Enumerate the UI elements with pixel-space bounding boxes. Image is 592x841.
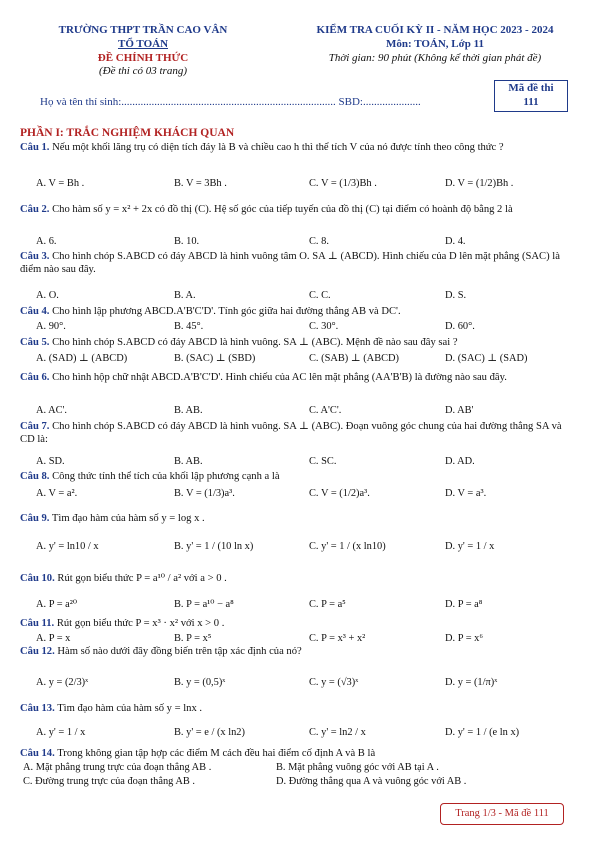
answer-option-b[interactable]: B. (SAC) ⊥ (SBD) (174, 353, 256, 364)
answer-option-b[interactable]: B. 45°. (174, 321, 204, 332)
question-label: Câu 10. (20, 573, 55, 584)
page-count: (Đề thi có 03 trang) (99, 65, 187, 78)
question-text: Rút gọn biểu thức P = a¹⁰ / a² với a > 0 . (57, 573, 227, 584)
answer-option-a[interactable]: A. SD. (36, 456, 65, 467)
answer-option-a[interactable]: A. y' = ln10 / x (36, 541, 99, 552)
answer-option-d[interactable]: D. P = a⁸ (445, 599, 483, 610)
answer-option-c[interactable]: C. y = (√3)ˣ (309, 677, 359, 688)
answer-option-b[interactable]: B. y' = e / (x ln2) (174, 727, 245, 738)
answer-option-b[interactable]: B. P = x⁵ (174, 633, 212, 644)
answer-option-d[interactable]: D. S. (445, 290, 467, 301)
question-text: Cho hình chóp S.ABCD có đáy ABCD là hình vuông. SA ⊥ (ABC). Mệnh đề nào sau đây sai ? (52, 337, 458, 348)
answer-option-c[interactable]: C. y' = ln2 / x (309, 727, 366, 738)
question-label: Câu 11. (20, 618, 55, 629)
answer-options (36, 320, 576, 334)
question-label: Câu 7. (20, 421, 50, 432)
question-label: Câu 14. (20, 748, 55, 759)
answer-option-a[interactable]: A. y = (2/3)ˣ (36, 677, 89, 688)
question-text: Cho hình chóp S.ABCD có đáy ABCD là hình vuông. SA ⊥ (ABC). Đoạn vuông góc chung của hai đường thẳng SA và CD là: (20, 421, 562, 446)
answer-option-a[interactable]: A. (SAD) ⊥ (ABCD) (36, 353, 128, 364)
school-name: TRƯỜNG THPT TRẦN CAO VÂN (58, 24, 228, 36)
answer-option-b[interactable]: B. V = (1/3)a³. (174, 488, 235, 499)
page-footer: Trang 1/3 - Mã đề 111 (440, 803, 564, 825)
answer-option-a[interactable]: A. V = Bh . (36, 178, 85, 189)
answer-option-d[interactable]: D. y = (1/π)ˣ (445, 677, 498, 688)
answer-option-c[interactable]: C. 30°. (309, 321, 339, 332)
answer-option-c[interactable]: C. P = a⁵ (309, 599, 346, 610)
question-label: Câu 13. (20, 703, 55, 714)
answer-options (36, 235, 576, 249)
question-text: Cho hình chóp S.ABCD có đáy ABCD là hình vuông tâm O. SA ⊥ (ABCD). Hình chiếu của D lên mặt phẳng (SAC) là điểm nào sau đây. (20, 251, 560, 276)
answer-option-c[interactable]: C. (SAB) ⊥ (ABCD) (309, 353, 400, 364)
question-text: Cho hình hộp chữ nhật ABCD.A'B'C'D'. Hình chiếu của AC lên mặt phẳng (AA'B'B) là đường nào sau đây. (52, 372, 507, 383)
exam-header (300, 24, 570, 65)
answer-option-d[interactable]: D. V = a³. (445, 488, 487, 499)
question-9 (20, 512, 573, 525)
answer-options (36, 632, 576, 646)
answer-option-c[interactable]: C. Đường trung trực của đoạn thẳng AB . (23, 776, 196, 787)
answer-options (36, 352, 576, 366)
exam-time: Thời gian: 90 phút (Không kể thời gian phát đề) (328, 51, 542, 64)
part-title: PHẦN I: TRẮC NGHIỆM KHÁCH QUAN (20, 127, 235, 139)
answer-option-d[interactable]: D. y' = 1 / (e ln x) (445, 727, 520, 738)
answer-option-d[interactable]: D. P = x⁶ (445, 633, 483, 644)
question-7 (20, 420, 573, 446)
answer-options (36, 598, 576, 612)
question-10 (20, 572, 573, 585)
question-label: Câu 8. (20, 471, 50, 482)
answer-option-a[interactable]: A. 6. (36, 236, 57, 247)
school-header (38, 24, 248, 79)
answer-option-c[interactable]: C. C. (309, 290, 331, 301)
exam-title: KIỂM TRA CUỐI KỲ II - NĂM HỌC 2023 - 2024 (316, 24, 554, 36)
answer-options (36, 404, 576, 418)
answer-option-b[interactable]: B. AB. (174, 456, 203, 467)
answer-option-b[interactable]: B. AB. (174, 405, 203, 416)
question-1 (20, 141, 573, 154)
student-info-line: Họ và tên thí sinh:.............................................................................. SBD:..................... (40, 96, 421, 108)
answer-option-c[interactable]: C. y' = 1 / (x ln10) (309, 541, 386, 552)
question-text: Hàm số nào dưới đây đồng biến trên tập xác định của nó? (57, 646, 302, 657)
question-text: Nếu một khối lăng trụ có diện tích đáy là B và chiều cao h thì thể tích V của nó được tính theo công thức ? (52, 142, 504, 153)
question-8 (20, 470, 573, 483)
answer-option-b[interactable]: B. 10. (174, 236, 200, 247)
question-text: Tìm đạo hàm của hàm số y = log x . (51, 513, 205, 524)
answer-option-b[interactable]: B. V = 3Bh . (174, 178, 227, 189)
question-label: Câu 12. (20, 646, 55, 657)
answer-options (36, 726, 576, 740)
question-text: Cho hàm số y = x² + 2x có đồ thị (C). Hệ số góc của tiếp tuyến của đồ thị (C) tại điểm có hoành độ bằng 2 là (52, 204, 513, 215)
answer-option-c[interactable]: C. A'C'. (309, 405, 342, 416)
answer-options (36, 487, 576, 501)
answer-options (23, 761, 576, 775)
answer-option-d[interactable]: D. AD. (445, 456, 475, 467)
question-2 (20, 203, 573, 216)
question-label: Câu 9. (20, 513, 50, 524)
answer-option-a[interactable]: A. V = a². (36, 488, 78, 499)
answer-options (36, 540, 576, 554)
answer-option-c[interactable]: C. 8. (309, 236, 329, 247)
question-4 (20, 305, 573, 318)
question-3 (20, 250, 573, 276)
exam-code-value: 111 (523, 96, 539, 108)
group-name: TỔ TOÁN (117, 37, 169, 50)
answer-option-b[interactable]: B. P = a¹⁰ − a⁸ (174, 599, 234, 610)
answer-option-a[interactable]: A. Mặt phẳng trung trực của đoạn thẳng AB . (23, 762, 212, 773)
question-label: Câu 4. (20, 306, 50, 317)
question-12 (20, 645, 573, 658)
official-label: ĐỀ CHÍNH THỨC (97, 51, 189, 64)
answer-option-a[interactable]: A. AC'. (36, 405, 68, 416)
answer-option-d[interactable]: D. 4. (445, 236, 466, 247)
question-label: Câu 6. (20, 372, 50, 383)
answer-option-c[interactable]: C. SC. (309, 456, 337, 467)
question-text: Trong không gian tập hợp các điểm M cách đều hai điểm cố định A và B là (57, 748, 376, 759)
answer-option-d[interactable]: D. (SAC) ⊥ (SAD) (445, 353, 528, 364)
question-label: Câu 5. (20, 337, 50, 348)
question-text: Công thức tính thể tích của khối lập phương cạnh a là (52, 471, 280, 482)
question-5 (20, 336, 573, 349)
subject: Môn: TOÁN, Lớp 11 (386, 37, 484, 50)
question-text: Tìm đạo hàm của hàm số y = lnx . (57, 703, 203, 714)
question-text: Rút gọn biểu thức P = x³ · x² với x > 0 . (56, 618, 225, 629)
answer-option-d[interactable]: D. y' = 1 / x (445, 541, 495, 552)
question-label: Câu 3. (20, 251, 50, 262)
answer-option-d[interactable]: D. Đường thẳng qua A và vuông góc với AB . (276, 776, 467, 787)
answer-options (36, 289, 576, 303)
answer-option-d[interactable]: D. V = (1/2)Bh . (445, 178, 514, 189)
answer-option-a[interactable]: A. O. (36, 290, 59, 301)
answer-option-a[interactable]: A. y' = 1 / x (36, 727, 86, 738)
answer-option-b[interactable]: B. Mặt phẳng vuông góc với AB tại A . (276, 762, 439, 773)
question-14 (20, 747, 573, 760)
answer-option-b[interactable]: B. A. (174, 290, 196, 301)
exam-code-label: Mã đề thi (508, 82, 554, 94)
answer-option-c[interactable]: C. P = x³ + x² (309, 633, 366, 644)
answer-option-a[interactable]: A. P = x (36, 633, 71, 644)
question-label: Câu 2. (20, 204, 50, 215)
answer-option-b[interactable]: B. y = (0,5)ˣ (174, 677, 226, 688)
answer-options (36, 676, 576, 690)
answer-options (23, 775, 576, 789)
answer-option-d[interactable]: D. 60°. (445, 321, 475, 332)
question-13 (20, 702, 573, 715)
question-6 (20, 371, 573, 384)
answer-option-a[interactable]: A. P = a²⁰ (36, 599, 78, 610)
answer-options (36, 455, 576, 469)
answer-option-c[interactable]: C. V = (1/2)a³. (309, 488, 370, 499)
answer-option-b[interactable]: B. y' = 1 / (10 ln x) (174, 541, 254, 552)
question-text: Cho hình lập phương ABCD.A'B'C'D'. Tính góc giữa hai đường thẳng AB và DC'. (52, 306, 401, 317)
answer-options (36, 177, 576, 191)
question-label: Câu 1. (20, 142, 50, 153)
answer-option-d[interactable]: D. AB' (445, 405, 474, 416)
question-11 (20, 617, 573, 630)
answer-option-c[interactable]: C. V = (1/3)Bh . (309, 178, 377, 189)
answer-option-a[interactable]: A. 90°. (36, 321, 66, 332)
